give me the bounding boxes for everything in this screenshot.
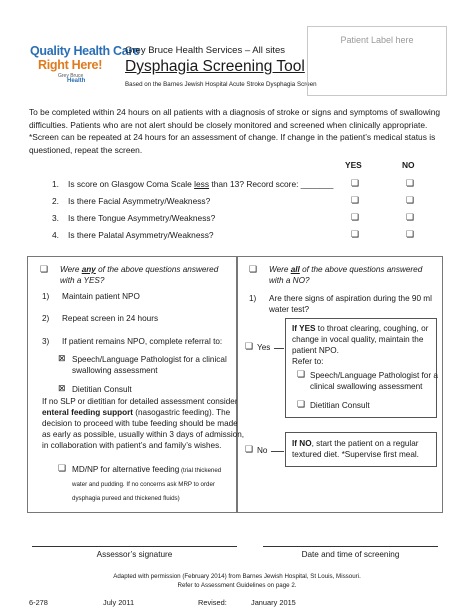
- form-date: July 2011: [103, 598, 135, 607]
- organization-name: Grey Bruce Health Services – All sites: [125, 45, 285, 56]
- no-connector-line: [271, 451, 284, 452]
- question-4-no-checkbox[interactable]: ❏: [406, 229, 415, 239]
- question-1-no-checkbox[interactable]: ❏: [406, 178, 415, 188]
- slp-referral-checkbox-checked[interactable]: ⊠: [58, 353, 66, 363]
- yes-pathway-heading-line2: with a YES?: [60, 276, 105, 285]
- yes-outcome-line2: change in vocal quality, maintain the: [292, 335, 424, 344]
- no-outcome-text: If NO, start the patient on a regular: [292, 439, 419, 448]
- patient-label-box: [307, 26, 447, 96]
- dietitian-checkbox-checked[interactable]: ⊠: [58, 383, 66, 393]
- intro-line: difficulties. Patients who are not alert should be closely monitored and screened when clinically appropriate.: [29, 119, 428, 130]
- repeat-screen-step: Repeat screen in 24 hours: [62, 314, 159, 323]
- intro-line: *Screen can be repeated at 24 hours for an assessment of change. If change in the patient’s medical status is: [29, 132, 436, 143]
- md-np-label: MD/NP for alternative feeding (trial thickened: [72, 465, 222, 474]
- any-yes-checkbox[interactable]: ❏: [40, 264, 49, 274]
- no-column-header: NO: [402, 160, 415, 170]
- yes-pathway-heading: Were any of the above questions answered: [60, 265, 219, 274]
- question-1-text: Is score on Glasgow Coma Scale less than 13? Record score: _______: [68, 179, 334, 189]
- md-np-note-line3: dysphagia pureed and thickened fluids): [72, 495, 180, 502]
- aspiration-yes-checkbox[interactable]: ❏: [245, 341, 254, 351]
- revised-date: January 2015: [251, 598, 296, 607]
- date-time-line[interactable]: [263, 546, 438, 547]
- enteral-note-line4: as early as possible, usually within 3 days of admission,: [42, 430, 245, 439]
- no-pathway-heading: Were all of the above questions answered: [269, 265, 423, 274]
- question-2-yes-checkbox[interactable]: ❏: [351, 195, 360, 205]
- question-2-text: Is there Facial Asymmetry/Weakness?: [68, 196, 211, 206]
- adaptation-note: Adapted with permission (February 2014) from Barnes Jewish Hospital, St Louis, Missouri.: [113, 573, 361, 580]
- aspiration-no-checkbox[interactable]: ❏: [245, 444, 254, 454]
- yes-outcome-line3: patient NPO.: [292, 346, 339, 355]
- step-number: 1): [42, 292, 50, 301]
- logo-line4: Health: [67, 78, 86, 84]
- slp-referral-label-line2: swallowing assessment: [72, 366, 158, 375]
- yes-column-header: YES: [345, 160, 362, 170]
- revised-label: Revised:: [198, 598, 227, 607]
- logo-line2: Right Here!: [38, 58, 103, 72]
- date-time-label: Date and time of screening: [301, 550, 400, 559]
- yes-connector-line: [274, 348, 284, 349]
- all-no-checkbox[interactable]: ❏: [249, 264, 258, 274]
- question-number: 4.: [52, 230, 59, 240]
- question-3-no-checkbox[interactable]: ❏: [406, 212, 415, 222]
- intro-line: questioned, repeat the screen.: [29, 144, 143, 155]
- question-number: 1.: [52, 179, 59, 189]
- yes-slp-label: Speech/Language Pathologist for a: [310, 371, 438, 380]
- step-number: 1): [249, 294, 257, 303]
- question-2-no-checkbox[interactable]: ❏: [406, 195, 415, 205]
- step-number: 3): [42, 337, 50, 346]
- yes-outcome-line4: Refer to:: [292, 357, 324, 366]
- logo-line3: Grey Bruce: [58, 73, 84, 79]
- patient-label-placeholder: Patient Label here: [340, 35, 414, 45]
- maintain-npo-step: Maintain patient NPO: [62, 292, 140, 301]
- question-3-yes-checkbox[interactable]: ❏: [351, 212, 360, 222]
- form-number: 6-278: [29, 598, 48, 607]
- yes-dietitian-checkbox[interactable]: ❏: [297, 399, 306, 409]
- aspiration-question-line2: water test?: [269, 305, 310, 314]
- assessor-signature-label: Assessor’s signature: [96, 550, 173, 559]
- yes-outcome-text: If YES to throat clearing, coughing, or: [292, 324, 429, 333]
- question-4-text: Is there Palatal Asymmetry/Weakness?: [68, 230, 214, 240]
- question-number: 3.: [52, 213, 59, 223]
- enteral-note-line3: decision to proceed with tube feeding should be made: [42, 419, 238, 428]
- intro-paragraph: [29, 106, 459, 156]
- question-number: 2.: [52, 196, 59, 206]
- logo-line1: Quality Health Care: [30, 44, 140, 58]
- aspiration-question: Are there signs of aspiration during the 90 ml: [269, 294, 432, 303]
- yes-slp-checkbox[interactable]: ❏: [297, 369, 306, 379]
- page-title: Dysphagia Screening Tool: [125, 58, 305, 75]
- md-np-checkbox[interactable]: ❏: [58, 463, 67, 473]
- md-np-note-line2: water and pudding. If no concerns ask MRP to order: [72, 481, 215, 488]
- aspiration-yes-label: Yes: [257, 343, 271, 352]
- step-number: 2): [42, 314, 50, 323]
- yes-slp-label-line2: clinical swallowing assessment: [310, 382, 423, 391]
- intro-line: To be completed within 24 hours on all patients with a diagnosis of stroke or signs and symptoms of swallowing: [29, 107, 441, 117]
- enteral-note: If no SLP or dietitian for detailed assessment consider: [42, 397, 238, 406]
- question-3-text: Is there Tongue Asymmetry/Weakness?: [68, 213, 216, 223]
- question-1-yes-checkbox[interactable]: ❏: [351, 178, 360, 188]
- guidelines-note: Refer to Assessment Guidelines on page 2.: [177, 582, 297, 589]
- referral-step: If patient remains NPO, complete referral to:: [62, 337, 223, 346]
- enteral-note-line2: enteral feeding support (nasogastric feeding). The: [42, 408, 231, 417]
- aspiration-no-label: No: [257, 446, 268, 455]
- dietitian-label: Dietitian Consult: [72, 385, 132, 394]
- yes-dietitian-label: Dietitian Consult: [310, 401, 370, 410]
- slp-referral-label: Speech/Language Pathologist for a clinical: [72, 355, 227, 364]
- enteral-note-line5: in collaboration with patient’s and family’s wishes.: [42, 441, 222, 450]
- question-4-yes-checkbox[interactable]: ❏: [351, 229, 360, 239]
- assessor-signature-line[interactable]: [32, 546, 237, 547]
- page-subtitle: Based on the Barnes Jewish Hospital Acute Stroke Dysphagia Screen: [125, 81, 317, 88]
- no-pathway-heading-line2: with a NO?: [269, 276, 310, 285]
- no-outcome-line2: textured diet. *Supervise first meal.: [292, 450, 419, 459]
